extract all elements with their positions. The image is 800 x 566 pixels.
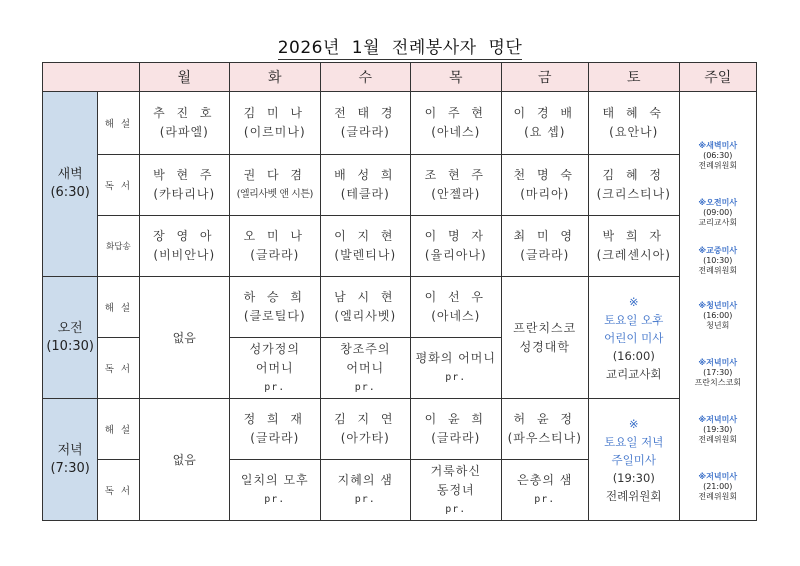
page-title: 2026년 1월 전례봉사자 명단 [277, 38, 523, 58]
header-day-sat: 토 [589, 63, 680, 92]
header-day-thu: 목 [411, 63, 502, 92]
roster-cell: 배 성 희 (테클라) [320, 155, 411, 216]
friday-bible-college: 프란치스코 성경대학 [501, 277, 588, 399]
sunday-mass-item: ※저녁미사 (17:30) 프란치스코회 [694, 357, 741, 387]
role-label: 해 설 [98, 399, 139, 460]
saturday-vigil-mass: ※ 토요일 저녁 주일미사 (19:30) 전례위원회 [589, 399, 680, 521]
evening-row-commentary [43, 399, 757, 460]
role-label: 독 서 [98, 155, 139, 216]
dawn-row-reading [43, 155, 757, 216]
roster-cell: 전 태 경 (글라라) [320, 92, 411, 155]
roster-cell: 이 선 우 (아네스) [411, 277, 502, 338]
header-day-fri: 금 [501, 63, 588, 92]
roster-cell: 추 진 호 (라파엘) [139, 92, 230, 155]
roster-cell: 장 영 아 (비비안나) [139, 216, 230, 277]
roster-cell: 이 명 자 (율리아나) [411, 216, 502, 277]
dawn-row-commentary [43, 92, 757, 155]
header-day-sun: 주일 [679, 63, 757, 92]
roster-cell: 오 미 나 (글라라) [230, 216, 321, 277]
prayer-cell: 지혜의 샘 pr. [320, 460, 411, 521]
roster-cell: 허 윤 정 (파우스티나) [501, 399, 588, 460]
roster-cell: 천 명 숙 (마리아) [501, 155, 588, 216]
morning-row-commentary [43, 277, 757, 338]
monday-none: 없음 [139, 399, 230, 521]
header-day-tue: 화 [230, 63, 321, 92]
sunday-mass-item: ※오전미사 (09:00) 교리교사회 [698, 197, 738, 227]
sunday-mass-item: ※교중미사 (10:30) 전례위원회 [698, 245, 738, 275]
sunday-mass-item: ※새벽미사 (06:30) 전례위원회 [698, 140, 738, 170]
role-label: 해 설 [98, 277, 139, 338]
roster-cell: 이 경 배 (요 셉) [501, 92, 588, 155]
section-evening: 저녁 (7:30) [43, 399, 98, 521]
header-day-mon: 월 [139, 63, 230, 92]
sunday-mass-item: ※저녁미사 (19:30) 전례위원회 [698, 414, 738, 444]
roster-cell: 박 희 자 (크레센시아) [589, 216, 680, 277]
role-label: 화답송 [98, 216, 139, 277]
roster-cell: 김 지 연 (아가타) [320, 399, 411, 460]
saturday-children-mass: ※ 토요일 오후 어린이 미사 (16:00) 교리교사회 [589, 277, 680, 399]
header-day-wed: 수 [320, 63, 411, 92]
role-label: 해 설 [98, 92, 139, 155]
roster-cell: 김 미 나 (이르미나) [230, 92, 321, 155]
section-morning: 오전 (10:30) [43, 277, 98, 399]
roster-cell: 조 현 주 (안젤라) [411, 155, 502, 216]
roster-cell: 이 지 현 (발렌티나) [320, 216, 411, 277]
role-label: 독 서 [98, 460, 139, 521]
roster-cell: 남 시 현 (엘리사벳) [320, 277, 411, 338]
header-corner [43, 63, 140, 92]
roster-cell: 태 혜 숙 (요안나) [589, 92, 680, 155]
header-row [43, 63, 757, 92]
prayer-cell: 일치의 모후 pr. [230, 460, 321, 521]
roster-cell: 정 희 재 (글라라) [230, 399, 321, 460]
sunday-masses [679, 92, 757, 521]
monday-none: 없음 [139, 277, 230, 399]
roster-cell: 이 윤 희 (글라라) [411, 399, 502, 460]
prayer-cell: 창조주의 어머니 pr. [320, 338, 411, 399]
roster-cell: 박 현 주 (카타리나) [139, 155, 230, 216]
sunday-mass-item: ※청년미사 (16:00) 청년회 [698, 300, 738, 330]
schedule-table [42, 62, 757, 521]
sunday-mass-item: ※저녁미사 (21:00) 전례위원회 [698, 471, 738, 501]
roster-cell: 하 승 희 (클로틸다) [230, 277, 321, 338]
role-label: 독 서 [98, 338, 139, 399]
prayer-cell: 은총의 샘 pr. [501, 460, 588, 521]
section-dawn: 새벽 (6:30) [43, 92, 98, 277]
dawn-row-psalm [43, 216, 757, 277]
roster-cell: 최 미 영 (글라라) [501, 216, 588, 277]
roster-cell: 이 주 현 (아네스) [411, 92, 502, 155]
prayer-cell: 성가정의 어머니 pr. [230, 338, 321, 399]
roster-cell: 권 다 겸 (엘리사벳 앤 시튼) [230, 155, 321, 216]
prayer-cell: 거룩하신 동정녀 pr. [411, 460, 502, 521]
roster-cell: 김 혜 정 (크리스티나) [589, 155, 680, 216]
prayer-cell: 평화의 어머니 pr. [411, 338, 502, 399]
